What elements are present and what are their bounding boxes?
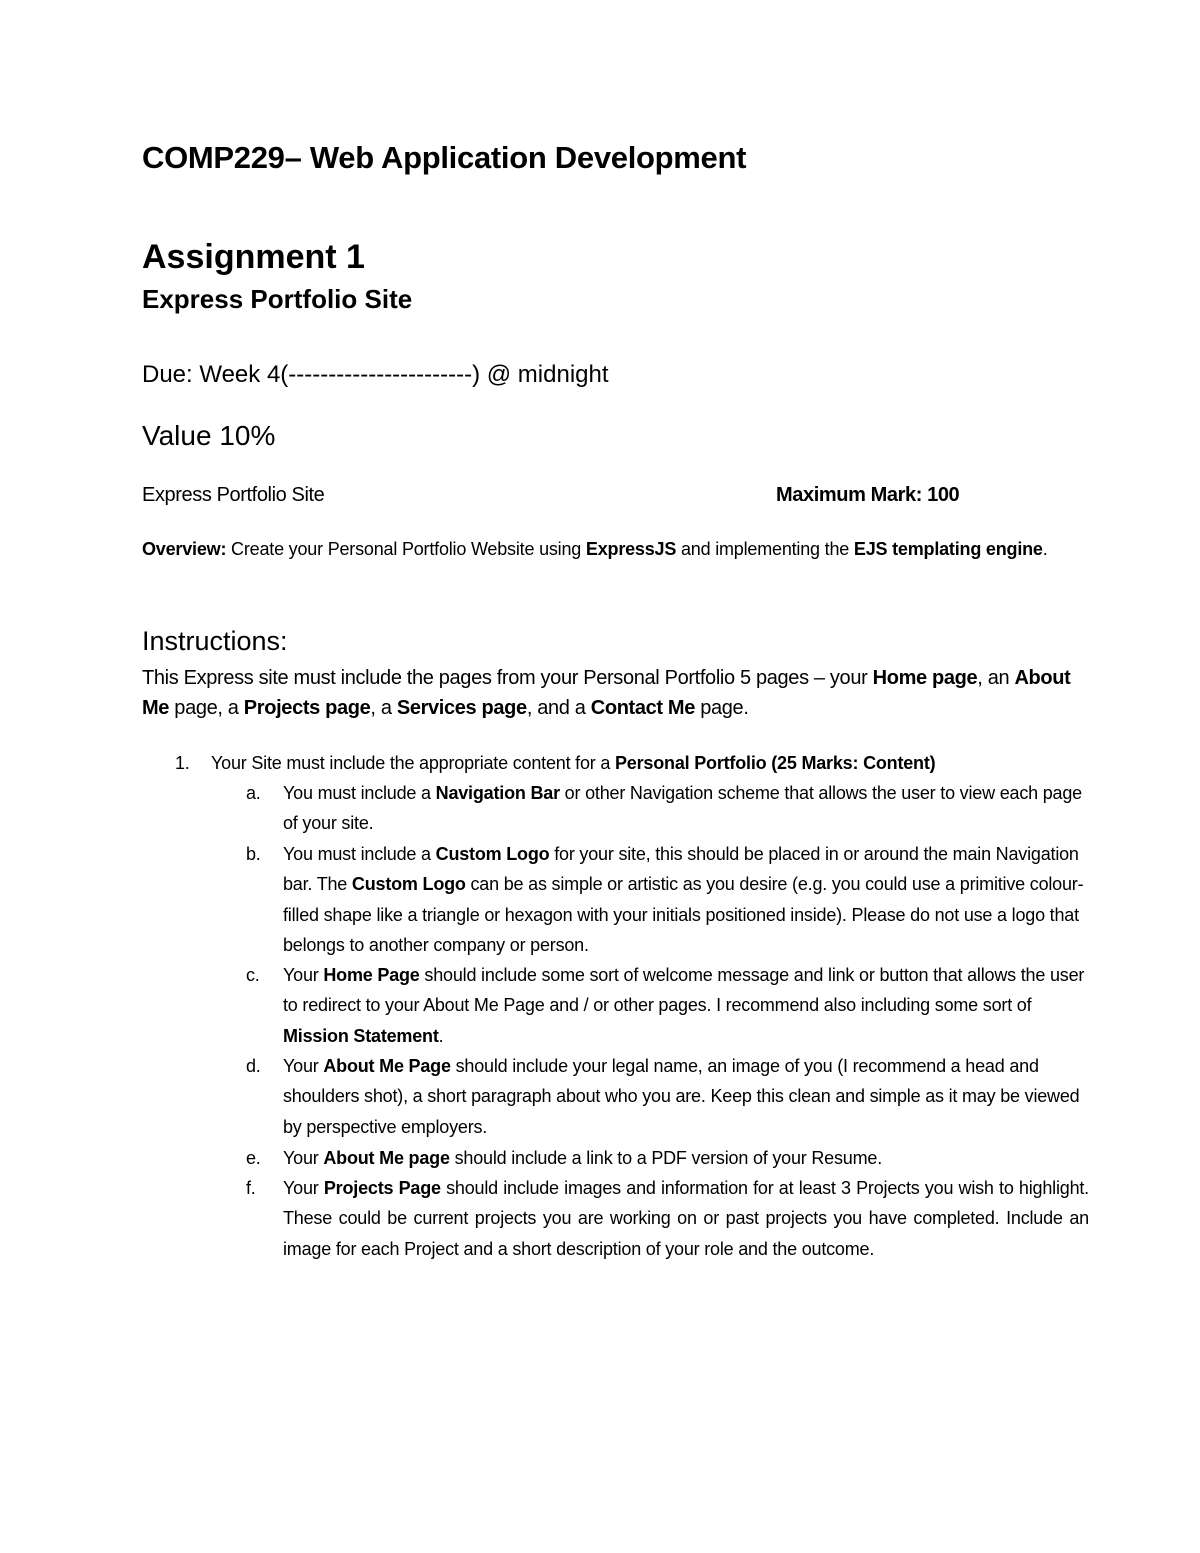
- list-item: [175, 750, 935, 776]
- instructions-text: page.: [695, 697, 749, 719]
- instructions-heading: Instructions:: [142, 626, 288, 656]
- instructions-bold: Services page: [396, 697, 527, 719]
- overview-bold: ExpressJS: [585, 539, 677, 559]
- sub-bold: About Me page: [323, 1148, 450, 1168]
- assignment-value: Value 10%: [142, 420, 276, 451]
- instructions-text: , an: [977, 667, 1015, 689]
- sub-item-text: [283, 778, 1089, 839]
- sub-bold: Mission Statement: [283, 1025, 439, 1046]
- sub-bold: Navigation Bar: [435, 783, 560, 803]
- sub-text: can be as simple or artistic as you desire (e.g. you could use a primitive colour-filled shape like a triangle or hexagon with your initials positioned inside). Please do not use a logo that belongs to another company or person.: [283, 874, 1084, 955]
- sub-item-e: [246, 1143, 1096, 1173]
- instructions-text: page, a: [169, 697, 244, 719]
- sub-text: should include images and information for at least 3 Projects you wish to highlight. These could be current projects you are working on or past projects you have completed. Include an image for each Project and a short description of your role and the outcome.: [283, 1178, 1089, 1259]
- due-date: Due: Week 4(-----------------------) @ midnight: [142, 361, 609, 388]
- sub-text: or other Navigation scheme that allows the user to view each page of your site.: [283, 783, 1082, 834]
- sub-text: should include a link to a PDF version of your Resume.: [449, 1148, 882, 1168]
- instructions-bold: Home page: [872, 667, 978, 689]
- sub-text: should include your legal name, an image of you (I recommend a head and shoulders shot), a short paragraph about who you are. Keep this clean and simple as it may be viewed by perspective employers.: [283, 1056, 1080, 1137]
- sub-item-f: [246, 1173, 1096, 1264]
- sub-item-c: [246, 960, 1096, 1051]
- overview-label: Overview:: [142, 539, 227, 559]
- instructions-text: This Express site must include the pages from your Personal Portfolio 5 pages – your: [142, 667, 873, 689]
- overview-bold: EJS templating engine: [853, 539, 1043, 559]
- sub-text: .: [438, 1025, 444, 1046]
- list-number: 1.: [175, 753, 190, 773]
- sub-text: for your site, this should be placed in or around the main Navigation bar. The: [283, 844, 1079, 895]
- sub-text: Your: [283, 1056, 324, 1076]
- sub-letter: e.: [246, 1148, 261, 1168]
- list-item-bold: Personal Portfolio (25 Marks: Content): [615, 753, 936, 773]
- sub-item-b: [246, 839, 1096, 960]
- overview-text: .: [1042, 539, 1048, 559]
- sub-bold: Custom Logo: [351, 874, 466, 895]
- sub-item-text: [283, 1143, 1089, 1173]
- sub-bold: Home Page: [323, 965, 420, 985]
- sub-text: Your: [283, 1148, 324, 1168]
- sub-letter: d.: [246, 1056, 261, 1076]
- sub-letter: f.: [246, 1178, 256, 1198]
- instructions-paragraph: [142, 663, 1102, 723]
- assignment-title: Assignment 1: [142, 238, 365, 276]
- maximum-mark: Maximum Mark: 100: [776, 484, 960, 506]
- sub-letter: b.: [246, 844, 261, 864]
- sub-text: You must include a: [283, 783, 436, 803]
- instructions-text: , a: [370, 697, 397, 719]
- instructions-text: , and a: [526, 697, 591, 719]
- instructions-bold: Contact Me: [590, 697, 696, 719]
- sub-text: Your: [283, 965, 324, 985]
- sub-bold: About Me Page: [323, 1056, 451, 1076]
- instructions-bold: About Me: [142, 667, 1071, 719]
- assignment-subtitle: Express Portfolio Site: [142, 284, 413, 314]
- overview-text: and implementing the: [676, 539, 854, 559]
- list-item-text: Your Site must include the appropriate content for a: [211, 753, 615, 773]
- site-label: Express Portfolio Site: [142, 484, 325, 506]
- sub-text: Your: [283, 1178, 324, 1198]
- sub-item-text: [283, 1051, 1089, 1142]
- sub-bold: Custom Logo: [435, 844, 550, 864]
- course-title: COMP229– Web Application Development: [142, 140, 747, 175]
- sub-text: should include some sort of welcome message and link or button that allows the user to redirect to your About Me Page and / or other pages. I recommend also including some sort of: [283, 965, 1085, 1016]
- sub-letter: c.: [246, 965, 260, 985]
- sub-item-a: [246, 778, 1096, 839]
- sub-text: You must include a: [283, 844, 436, 864]
- sub-bold: Projects Page: [323, 1178, 441, 1198]
- overview-paragraph: [142, 534, 1072, 564]
- sub-item-d: [246, 1051, 1096, 1142]
- sub-item-text: [283, 839, 1089, 960]
- overview-text: Create your Personal Portfolio Website using: [226, 539, 586, 559]
- sub-item-text: [283, 960, 1089, 1051]
- instructions-bold: Projects page: [243, 697, 371, 719]
- sub-item-text: [283, 1173, 1089, 1264]
- sub-letter: a.: [246, 783, 261, 803]
